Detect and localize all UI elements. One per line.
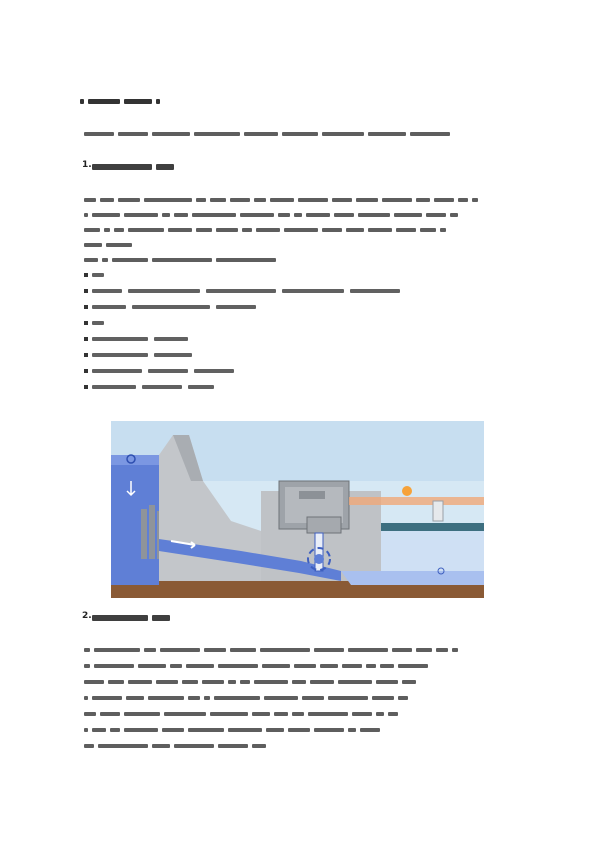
hydroelectric-dam-diagram bbox=[111, 421, 484, 598]
list-item bbox=[84, 305, 284, 309]
transformer bbox=[307, 517, 341, 533]
intro-line bbox=[84, 132, 514, 136]
section-2-heading bbox=[82, 611, 202, 621]
turbine-shaft bbox=[315, 533, 323, 571]
document-title bbox=[80, 98, 180, 105]
list-item bbox=[84, 273, 114, 277]
list-item bbox=[84, 385, 224, 389]
section-1-heading bbox=[82, 160, 202, 170]
dam-illustration bbox=[111, 421, 484, 598]
river bbox=[341, 571, 484, 585]
list-item bbox=[84, 289, 404, 293]
list-item bbox=[84, 321, 114, 325]
intake-gate bbox=[141, 509, 147, 559]
section-2-number: 2. bbox=[82, 611, 92, 621]
list-item bbox=[84, 353, 194, 357]
transmission-tower bbox=[433, 501, 443, 521]
section-1-number: 1. bbox=[82, 160, 92, 170]
list-item bbox=[84, 337, 194, 341]
powerline bbox=[349, 497, 484, 505]
sun-icon bbox=[402, 486, 412, 496]
list-item bbox=[84, 369, 244, 373]
